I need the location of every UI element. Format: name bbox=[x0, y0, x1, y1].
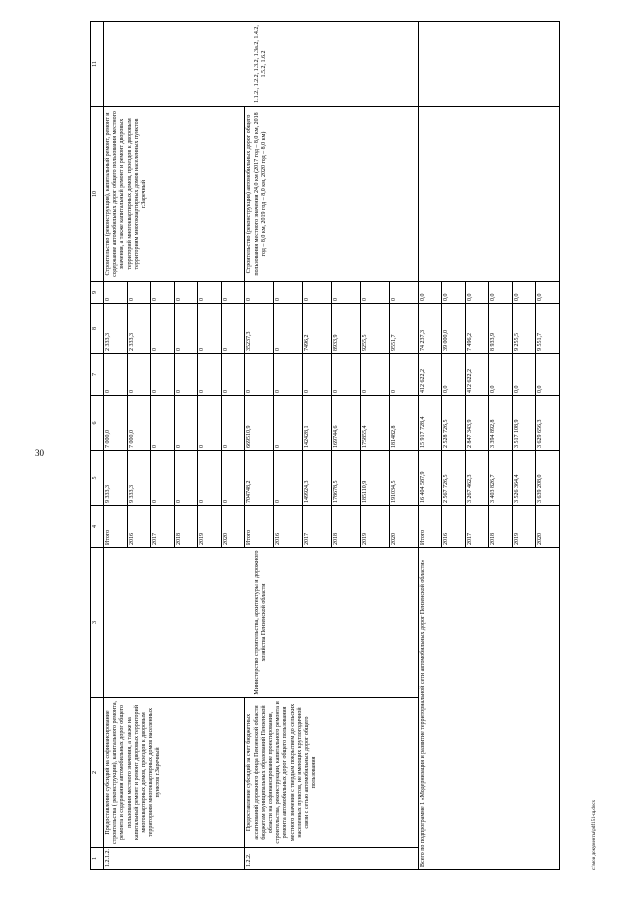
measure-name: Предоставление субсидий за счет бюджетных ассигнований дорожного фонда Пензенской области бюджетам муниципальных образований Пензенской области на софинансирование проектирования, строительства, реконструкции, капитального ремонта и ремонта автомобильных дорог общего пользования местного значения с твердым покрытием до сельских населенных пунктов, не имеющих круглогодичной связи с сетью автомобильных дорог общего пользования bbox=[245, 698, 418, 848]
value-cell: 0,0 bbox=[536, 282, 560, 304]
value-cell: 0 bbox=[331, 282, 360, 304]
value-cell: 8 933,9 bbox=[489, 304, 513, 354]
value-cell: 0 bbox=[303, 354, 332, 396]
value-cell: 185110,9 bbox=[360, 451, 389, 506]
year-cell: 2017 bbox=[303, 506, 332, 548]
year-cell: 2018 bbox=[174, 506, 198, 548]
value-cell: 669510,9 bbox=[245, 396, 274, 451]
value-cell: 0 bbox=[174, 282, 198, 304]
value-cell: 0 bbox=[151, 451, 175, 506]
year-cell: 2018 bbox=[331, 506, 360, 548]
value-cell: 7 496,2 bbox=[465, 304, 489, 354]
value-cell: 0 bbox=[198, 282, 222, 304]
value-cell: 0,0 bbox=[512, 282, 536, 304]
value-cell: 0 bbox=[221, 282, 245, 304]
value-cell: 0 bbox=[221, 304, 245, 354]
header-cell: 11 bbox=[91, 22, 104, 107]
value-cell: 0,0 bbox=[442, 282, 466, 304]
value-cell: 0 bbox=[104, 282, 128, 304]
value-cell: 0 bbox=[389, 282, 418, 304]
measure-name: Предоставление субсидий на софинансирование строительства ( реконструкции), капитального ремонта, ремонта и содержания автомобильных дорог общего пользования местного значения, а также на капитальный ремонт и ремонт дворовых территорий многоквартирных домов, проездов к дворовым территориям многоквартирных домов населенных пунктов г.Заречный bbox=[104, 698, 245, 848]
value-cell: 0 bbox=[151, 354, 175, 396]
value-cell: 0,0 bbox=[536, 354, 560, 396]
header-cell: 7 bbox=[91, 354, 104, 396]
value-cell: 0 bbox=[198, 396, 222, 451]
value-cell: 3 403 826,7 bbox=[489, 451, 513, 506]
value-cell: 0 bbox=[127, 282, 151, 304]
value-cell: 0 bbox=[198, 304, 222, 354]
header-cell: 8 bbox=[91, 304, 104, 354]
year-cell: 2019 bbox=[360, 506, 389, 548]
value-cell: 0 bbox=[174, 354, 198, 396]
row-number: 1.2.1.2. bbox=[104, 848, 245, 870]
header-cell: 9 bbox=[91, 282, 104, 304]
value-cell: 9 333,3 bbox=[104, 451, 128, 506]
empty-cell bbox=[418, 22, 560, 107]
value-cell: 0 bbox=[151, 304, 175, 354]
expected-result: Строительство (реконструкция) автомобильных дорог общего пользования местного значения 24,0 км (2017 год – 8,0 км, 2018 год – 8,0 км, 2019 год – 8,0 км, 2020 год – 8,0 км) bbox=[245, 107, 418, 282]
year-cell: 2020 bbox=[221, 506, 245, 548]
value-cell: 0 bbox=[221, 396, 245, 451]
value-cell: 412 622,2 bbox=[418, 354, 442, 396]
year-cell: 2020 bbox=[389, 506, 418, 548]
year-cell: 2017 bbox=[465, 506, 489, 548]
value-cell: 39 000,0 bbox=[442, 304, 466, 354]
value-cell: 0 bbox=[274, 282, 303, 304]
value-cell: 3 517 108,9 bbox=[512, 396, 536, 451]
value-cell: 0 bbox=[331, 354, 360, 396]
expected-result: Строительство (реконструкция), капитальный ремонт, ремонт и содержание автомобильных дорог общего пользования местного значения, а также капитальный ремонт и ремонт дворовых территорий многоквартирных домов, проездов к дворовым территориям многоквартирных домов населенных пунктов г.Заречный bbox=[104, 107, 245, 282]
year-cell: Итого bbox=[418, 506, 442, 548]
program-table bbox=[90, 21, 560, 870]
value-cell: 0 bbox=[174, 396, 198, 451]
year-cell: Итого bbox=[245, 506, 274, 548]
value-cell: 0,0 bbox=[418, 282, 442, 304]
page-number: 30 bbox=[35, 448, 44, 458]
value-cell: 3 394 892,8 bbox=[489, 396, 513, 451]
year-cell: 2019 bbox=[512, 506, 536, 548]
value-cell: 0 bbox=[274, 354, 303, 396]
table-row bbox=[104, 22, 128, 870]
value-cell: 142428,1 bbox=[303, 396, 332, 451]
value-cell: 704748,2 bbox=[245, 451, 274, 506]
value-cell: 7 000,0 bbox=[127, 396, 151, 451]
value-cell: 2 567 726,5 bbox=[442, 451, 466, 506]
value-cell: 0 bbox=[221, 354, 245, 396]
rotated-table-container bbox=[90, 22, 560, 870]
header-cell: 6 bbox=[91, 396, 104, 451]
value-cell: 0 bbox=[198, 451, 222, 506]
value-cell: 0 bbox=[104, 354, 128, 396]
value-cell: 149924,3 bbox=[303, 451, 332, 506]
year-cell: 2016 bbox=[274, 506, 303, 548]
table-row bbox=[245, 22, 274, 870]
year-cell: 2019 bbox=[198, 506, 222, 548]
value-cell: 191034,5 bbox=[389, 451, 418, 506]
total-label: Всего по подпрограмме 1 «Модернизация и развитие территориальной сети автомобильных дорог Пензенской области» bbox=[418, 548, 560, 870]
value-cell: 412 622,2 bbox=[465, 354, 489, 396]
value-cell: 7496,2 bbox=[303, 304, 332, 354]
value-cell: 0,0 bbox=[512, 354, 536, 396]
value-cell: 0 bbox=[127, 354, 151, 396]
value-cell: 7 000,0 bbox=[104, 396, 128, 451]
value-cell: 0 bbox=[389, 354, 418, 396]
value-cell: 9 333,3 bbox=[127, 451, 151, 506]
value-cell: 9 551,7 bbox=[536, 304, 560, 354]
value-cell: 9551,7 bbox=[389, 304, 418, 354]
value-cell: 0 bbox=[151, 396, 175, 451]
value-cell: 0,0 bbox=[489, 354, 513, 396]
header-cell: 3 bbox=[91, 548, 104, 698]
empty-cell bbox=[418, 107, 560, 282]
value-cell: 0 bbox=[221, 451, 245, 506]
value-cell: 3 629 656,3 bbox=[536, 396, 560, 451]
value-cell: 181482,8 bbox=[389, 396, 418, 451]
header-cell: 1 bbox=[91, 848, 104, 870]
value-cell: 16 404 587,9 bbox=[418, 451, 442, 506]
header-cell: 4 bbox=[91, 506, 104, 548]
value-cell: 0 bbox=[174, 304, 198, 354]
executor: Министерство строительства, архитектуры и дорожного хозяйства Пензенской области bbox=[104, 548, 419, 698]
value-cell: 15 917 728,4 bbox=[418, 396, 442, 451]
value-cell: 0 bbox=[360, 354, 389, 396]
value-cell: 2 333,3 bbox=[127, 304, 151, 354]
value-cell: 3 639 208,0 bbox=[536, 451, 560, 506]
table-row bbox=[418, 22, 442, 870]
value-cell: 0 bbox=[151, 282, 175, 304]
year-cell: 2018 bbox=[489, 506, 513, 548]
row-number: 1.2.2. bbox=[245, 848, 418, 870]
value-cell: 0,0 bbox=[442, 354, 466, 396]
value-cell: 0 bbox=[245, 354, 274, 396]
value-cell: 9255,5 bbox=[360, 304, 389, 354]
value-cell: 0 bbox=[274, 304, 303, 354]
value-cell: 35237,3 bbox=[245, 304, 274, 354]
year-cell: 2017 bbox=[151, 506, 175, 548]
value-cell: 0,0 bbox=[489, 282, 513, 304]
value-cell: 2 847 343,9 bbox=[465, 396, 489, 451]
year-cell: 2016 bbox=[442, 506, 466, 548]
header-cell: 10 bbox=[91, 107, 104, 282]
value-cell: 0 bbox=[360, 282, 389, 304]
header-row bbox=[91, 22, 104, 870]
footer-path: c:\мои документы\pdf151-щ.docx bbox=[592, 799, 597, 870]
value-cell: 178678,5 bbox=[331, 451, 360, 506]
value-cell: 8933,9 bbox=[331, 304, 360, 354]
header-cell: 5 bbox=[91, 451, 104, 506]
value-cell: 0 bbox=[303, 282, 332, 304]
value-cell: 2 528 726,5 bbox=[442, 396, 466, 451]
value-cell: 0 bbox=[245, 282, 274, 304]
year-cell: 2020 bbox=[536, 506, 560, 548]
value-cell: 0,0 bbox=[465, 282, 489, 304]
value-cell: 3 526 364,4 bbox=[512, 451, 536, 506]
value-cell: 0 bbox=[274, 396, 303, 451]
value-cell: 0 bbox=[198, 354, 222, 396]
value-cell: 9 255,5 bbox=[512, 304, 536, 354]
indicators: 1.1.2., 1.2.2, 1.3.2, 1.3а.2, 1.4.2, 1.5.2, 1.6.2 bbox=[104, 22, 419, 107]
value-cell: 3 267 462,3 bbox=[465, 451, 489, 506]
value-cell: 0 bbox=[174, 451, 198, 506]
value-cell: 0 bbox=[274, 451, 303, 506]
value-cell: 169744,6 bbox=[331, 396, 360, 451]
year-cell: 2016 bbox=[127, 506, 151, 548]
value-cell: 2 333,3 bbox=[104, 304, 128, 354]
year-cell: Итого bbox=[104, 506, 128, 548]
header-cell: 2 bbox=[91, 698, 104, 848]
value-cell: 175855,4 bbox=[360, 396, 389, 451]
value-cell: 74 237,3 bbox=[418, 304, 442, 354]
